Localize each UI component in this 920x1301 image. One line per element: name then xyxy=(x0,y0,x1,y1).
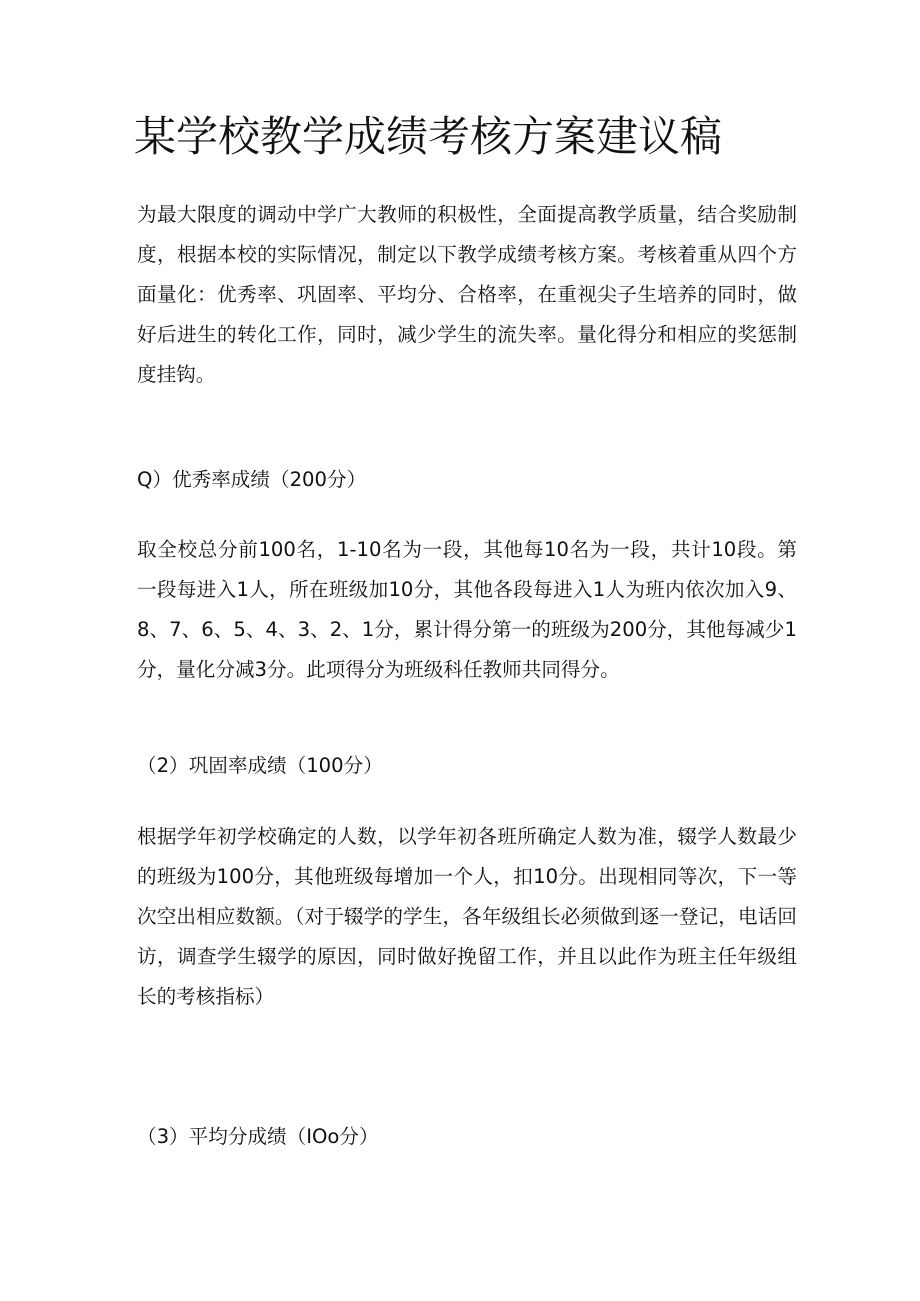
section-heading-retention: （2）巩固率成绩（100分） xyxy=(137,754,383,777)
intro-paragraph: 为最大限度的调动中学广大教师的积极性，全面提高教学质量，结合奖励制度，根据本校的实际情况，制定以下教学成绩考核方案。考核着重从四个方面量化：优秀率、巩固率、平均分、合格率，在重视尖子生培养的同时，做好后进生的转化工作，同时，减少学生的流失率。量化得分和相应的奖惩制度挂钩。 xyxy=(137,203,797,386)
section-body-retention: 根据学年初学校确定的人数，以学年初各班所确定人数为准，辍学人数最少的班级为100分，其他班级每增加一个人，扣10分。出现相同等次，下一等次空出相应数额。（对于辍学的学生，各年级组长必须做到逐一登记，电话回访，调查学生辍学的原因，同时做好挽留工作，并且以此作为班主任年级组长的考核指标） xyxy=(137,825,797,1008)
document-title: 某学校教学成绩考核方案建议稿 xyxy=(134,112,723,161)
section-heading-average: （3）平均分成绩（IOo分） xyxy=(137,1125,379,1148)
section-heading-excellence: Q）优秀率成绩（200分） xyxy=(137,468,367,491)
section-body-excellence: 取全校总分前100名，1-10名为一段，其他每10名为一段，共计10段。第一段每进入1人，所在班级加10分，其他各段每进入1人为班内依次加入9、8、7、6、5、4、3、2、1分，累计得分第一的班级为200分，其他每减少1分，量化分减3分。此项得分为班级科任教师共同得分。 xyxy=(137,538,797,681)
